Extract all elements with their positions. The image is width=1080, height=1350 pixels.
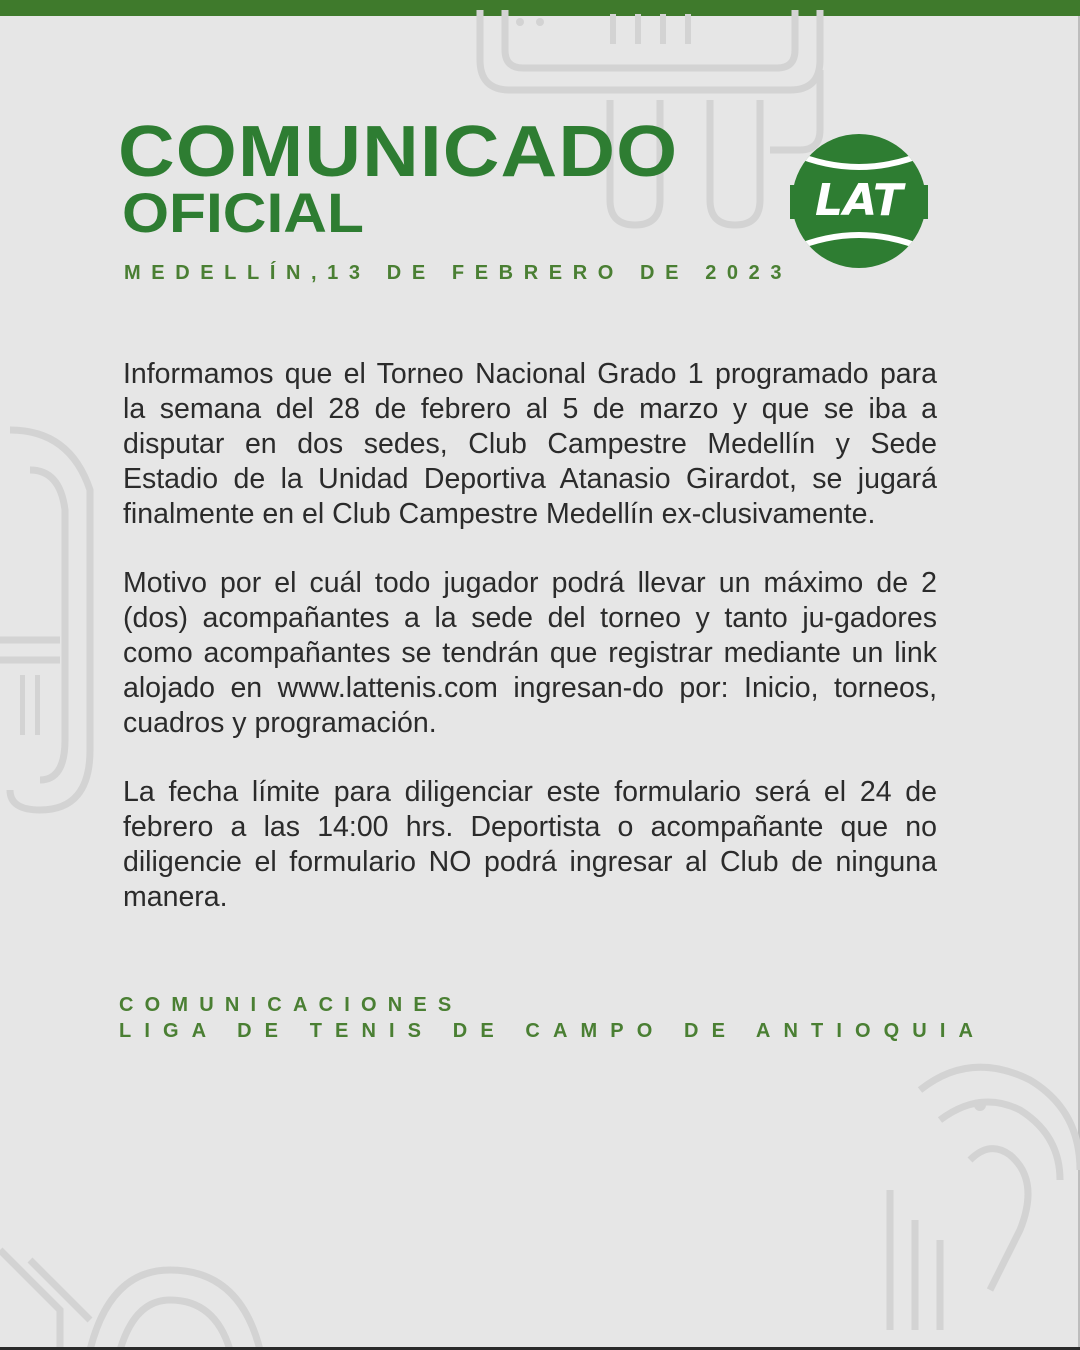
date-line: MEDELLÍN,13 DE FEBRERO DE 2023: [124, 262, 793, 284]
top-accent-bar: [0, 0, 1080, 16]
background-pattern-left: [0, 410, 110, 830]
title-oficial: OFICIAL: [122, 181, 364, 244]
lat-logo: [790, 132, 928, 270]
logo-text: LAT: [815, 175, 903, 226]
background-pattern-bottom-left: [0, 1230, 280, 1350]
footer-organization: LIGA DE TENIS DE CAMPO DE ANTIOQUIA: [119, 1020, 987, 1042]
paragraph-1: Informamos que el Torneo Nacional Grado 1 programado para la semana del 28 de febrero al 5 de marzo y que se iba a disputar en dos sedes, Club Campestre Medellín y Sede Estadio de la Unidad Deportiva Atanasio Girardot, se jugará finalmente en el Club Campestre Medellín ex-clusivamente.: [123, 358, 937, 530]
background-pattern-bottom-right: [870, 1030, 1080, 1350]
body-text: [123, 357, 937, 949]
paragraph-2: Motivo por el cuál todo jugador podrá llevar un máximo de 2 (dos) acompañantes a la sede del torneo y tanto ju-gadores como acompañantes se tendrán que registrar mediante un link alojado en www.lattenis.com ingresan-do por: Inicio, torneos, cuadros y programación.: [123, 567, 937, 739]
title-comunicado: COMUNICADO: [118, 112, 679, 192]
footer-department: COMUNICACIONES: [119, 994, 463, 1016]
paragraph-3: La fecha límite para diligenciar este formulario será el 24 de febrero a las 14:00 hrs. Deportista o acompañante que no diligencie el formulario NO podrá ingresar al Club de ninguna manera.: [123, 776, 937, 913]
